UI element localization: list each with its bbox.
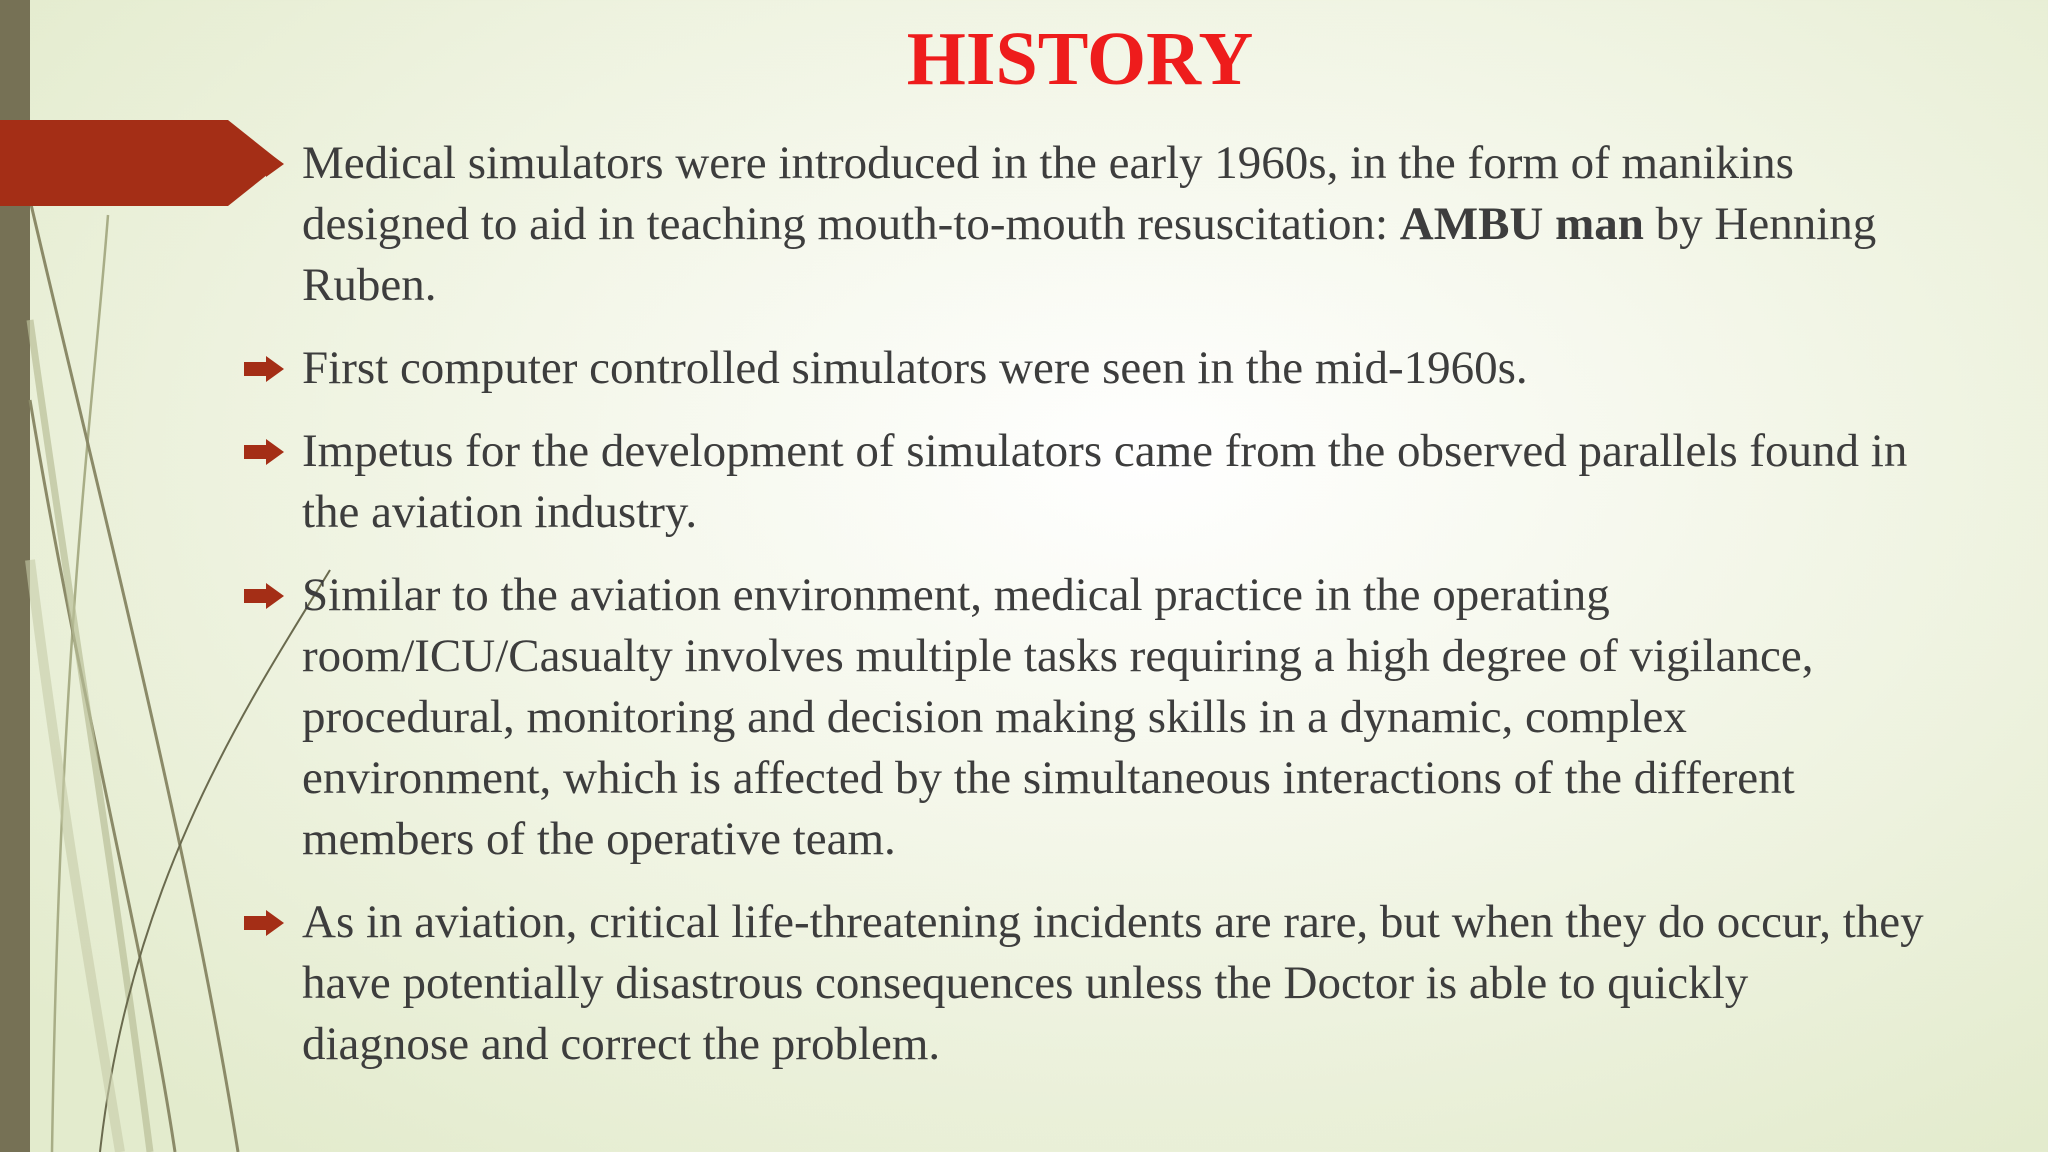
bullet-item (244, 133, 1924, 316)
bullet-text: Similar to the aviation environment, medical practice in the operating room/ICU/Casualty involves multiple tasks requiring a high degree of vigilance, procedural, monitoring and decision making skills in a dynamic, complex environment, which is affected by the simultaneous interactions of the different members of the operative team. (302, 569, 1814, 865)
arrow-bullet-icon (244, 151, 284, 177)
arrow-bullet-icon (244, 583, 284, 609)
bullet-item (244, 565, 1924, 870)
bullet-text: As in aviation, critical life-threatening incidents are rare, but when they do occur, they have potentially disastrous consequences unless the Doctor is able to quickly diagnose and correct the problem. (302, 896, 1924, 1070)
bullet-text: First computer controlled simulators were seen in the mid-1960s. (302, 342, 1528, 394)
bullet-item (244, 892, 1924, 1075)
bullet-text: Medical simulators were introduced in the early 1960s, in the form of manikins designed to aid in teaching mouth-to-mouth resuscitation: AMBU man by Henning Ruben. (302, 137, 1877, 311)
slide-title: HISTORY (906, 17, 1254, 101)
arrow-bullet-icon (244, 439, 284, 465)
arrow-bullet-icon (244, 910, 284, 936)
bullet-list (244, 133, 1924, 1097)
arrow-bullet-icon (244, 356, 284, 382)
bullet-item (244, 338, 1924, 399)
bullet-text: Impetus for the development of simulators came from the observed parallels found in the aviation industry. (302, 425, 1908, 538)
bullet-item (244, 421, 1924, 543)
title-tab-arrow (0, 120, 282, 206)
